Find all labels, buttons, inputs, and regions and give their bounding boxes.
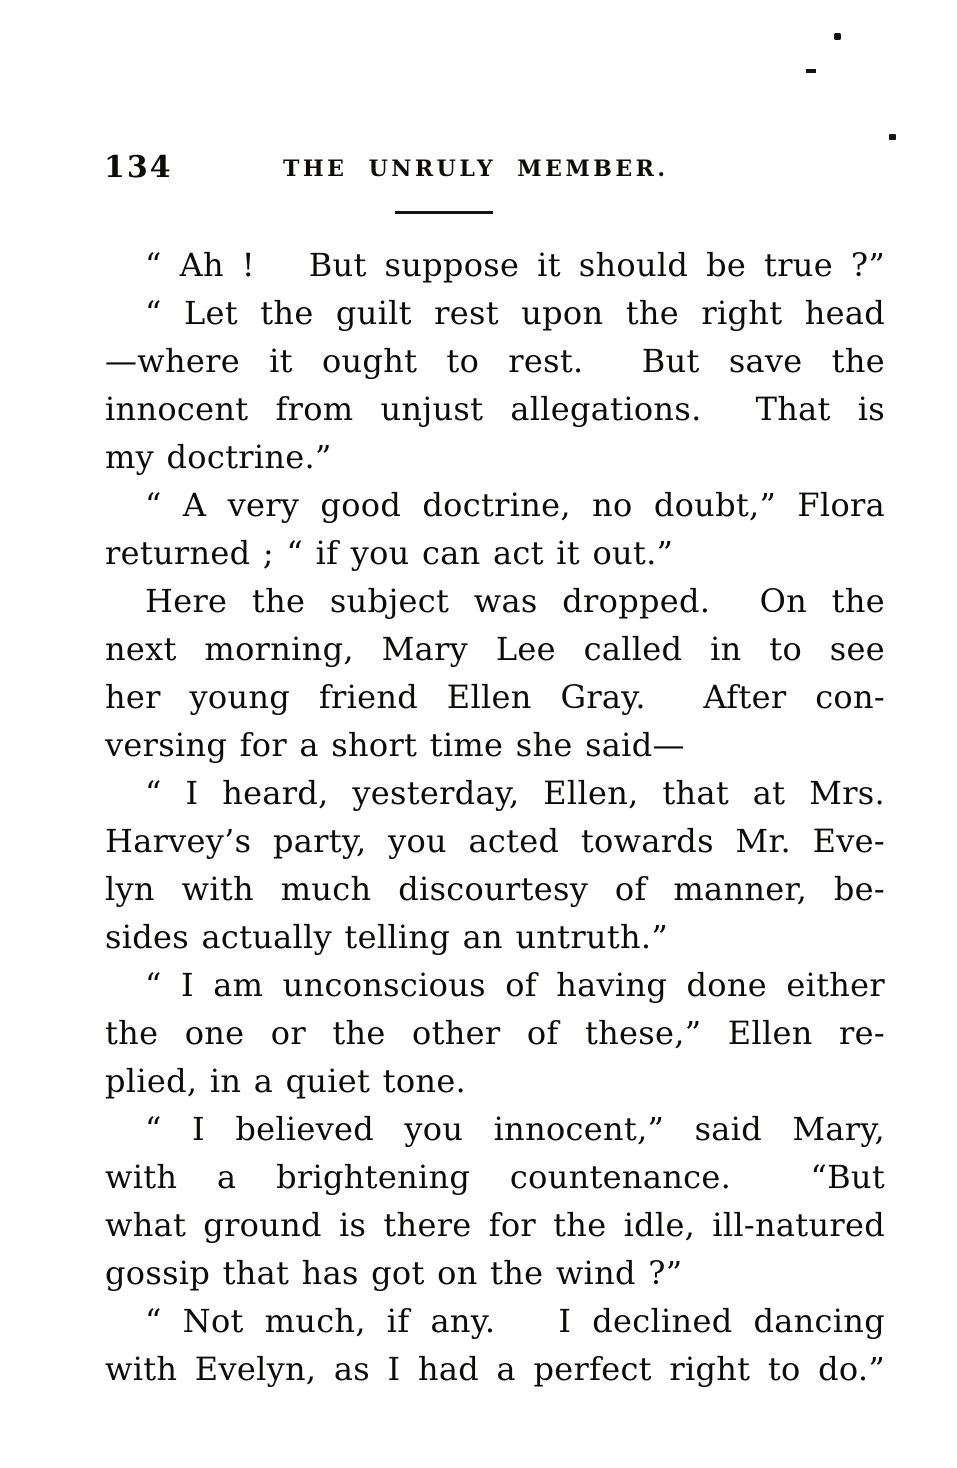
page-number: 134 <box>104 150 173 185</box>
text-line: “ Let the guilt rest upon the right head <box>145 294 885 332</box>
text-line: with Evelyn, as I had a perfect right to do.” <box>105 1350 885 1388</box>
text-line: “ I heard, yesterday, Ellen, that at Mrs. <box>145 774 885 812</box>
text-line: with a brightening countenance. “But <box>105 1158 885 1196</box>
text-line: “ A very good doctrine, no doubt,” Flora <box>145 486 885 524</box>
text-line: “ Ah ! But suppose it should be true ?” <box>145 246 885 284</box>
text-line: my doctrine.” <box>105 438 332 476</box>
text-line: —where it ought to rest. But save the <box>105 342 885 380</box>
text-line: returned ; “ if you can act it out.” <box>105 534 674 572</box>
text-line: the one or the other of these,” Ellen re- <box>105 1014 885 1052</box>
text-line: her young friend Ellen Gray. After con- <box>105 678 885 716</box>
text-line: plied, in a quiet tone. <box>105 1062 467 1100</box>
header-divider-rule <box>395 211 493 214</box>
text-line: “ Not much, if any. I declined dancing <box>145 1302 885 1340</box>
scan-speck <box>834 33 841 40</box>
page-body <box>105 241 885 1393</box>
text-line: “ I am unconscious of having done either <box>145 966 885 1004</box>
text-line: next morning, Mary Lee called in to see <box>105 630 885 668</box>
running-title: THE UNRULY MEMBER. <box>283 156 669 182</box>
text-line: sides actually telling an untruth.” <box>105 918 669 956</box>
scan-speck <box>806 69 816 73</box>
text-line: Here the subject was dropped. On the <box>145 582 885 620</box>
text-line: lyn with much discourtesy of manner, be- <box>105 870 885 908</box>
text-line: innocent from unjust allegations. That is <box>105 390 885 428</box>
scan-speck <box>889 134 896 140</box>
text-line: Harvey’s party, you acted towards Mr. Eve- <box>105 822 885 860</box>
text-line: gossip that has got on the wind ?” <box>105 1254 683 1292</box>
text-line: versing for a short time she said— <box>105 726 685 764</box>
text-line: “ I believed you innocent,” said Mary, <box>145 1110 885 1148</box>
text-line: what ground is there for the idle, ill-natured <box>105 1206 885 1244</box>
